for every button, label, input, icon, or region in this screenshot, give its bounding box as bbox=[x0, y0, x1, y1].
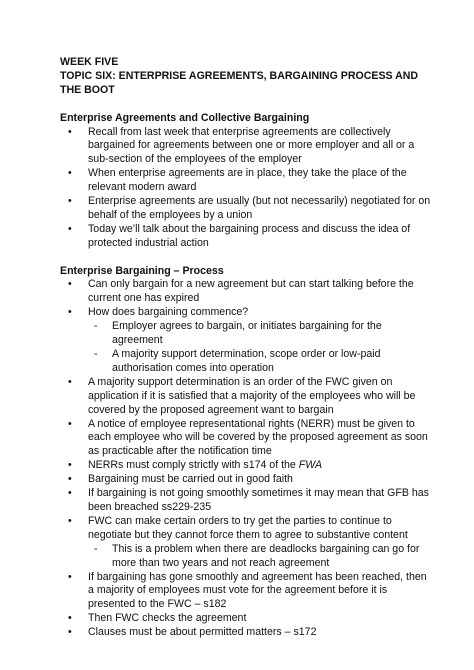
sub-list-item: - A majority support determination, scope order or low-paid authorisation comes into operation bbox=[60, 348, 434, 376]
list-item: • A notice of employee representational rights (NERR) must be given to each employee who will be covered by the proposed agreement as soon as practicable after the notification time bbox=[60, 418, 434, 460]
list-item: • If bargaining has gone smoothly and agreement has been reached, then a majority of employees must vote for the agreement before it is presented to the FWC – s182 bbox=[60, 571, 434, 613]
list-item: • Then FWC checks the agreement bbox=[60, 612, 434, 626]
document-body bbox=[60, 56, 434, 640]
spacer bbox=[60, 251, 434, 265]
list-item: • Clauses must be about permitted matters – s172 bbox=[60, 626, 434, 640]
list-item bbox=[60, 459, 434, 473]
list-item-text: NERRs must comply strictly with s174 of the bbox=[88, 459, 299, 472]
list-item: • Enterprise agreements are usually (but not necessarily) negotiated for on behalf of the employees by a union bbox=[60, 195, 434, 223]
agreements-bullet-list bbox=[60, 126, 434, 251]
list-item: • If bargaining is not going smoothly sometimes it may mean that GFB has been breached ss229-235 bbox=[60, 487, 434, 515]
section-heading-process: Enterprise Bargaining – Process bbox=[60, 264, 224, 277]
week-title: WEEK FIVE bbox=[60, 56, 119, 68]
sub-list-item: - Employer agrees to bargain, or initiates bargaining for the agreement bbox=[60, 320, 434, 348]
sub-list-item: - This is a problem when there are deadlocks bargaining can go for more than two years and not reach agreement bbox=[60, 543, 434, 571]
list-item: • Bargaining must be carried out in good faith bbox=[60, 473, 434, 487]
list-item: • How does bargaining commence? bbox=[60, 306, 434, 320]
list-item: • FWC can make certain orders to try get the parties to continue to negotiate but they cannot force them to agree to substantive content bbox=[60, 515, 434, 543]
list-item: • Recall from last week that enterprise agreements are collectively bargained for agreements between one or more employer and all or a sub-section of the employees of the employer bbox=[60, 126, 434, 168]
spacer bbox=[60, 98, 434, 112]
topic-title: TOPIC SIX: ENTERPRISE AGREEMENTS, BARGAINING PROCESS AND THE BOOT bbox=[60, 69, 419, 96]
process-bullet-list bbox=[60, 278, 434, 640]
list-item: • Today we’ll talk about the bargaining process and discuss the idea of protected industrial action bbox=[60, 223, 434, 251]
list-item: • Can only bargain for a new agreement but can start talking before the current one has expired bbox=[60, 278, 434, 306]
list-item: • When enterprise agreements are in place, they take the place of the relevant modern award bbox=[60, 167, 434, 195]
section-heading-agreements: Enterprise Agreements and Collective Bargaining bbox=[60, 111, 310, 124]
list-item: • A majority support determination is an order of the FWC given on application if it is satisfied that a majority of the employees who will be covered by the proposed agreement want to bargain bbox=[60, 376, 434, 418]
act-abbreviation: FWA bbox=[298, 459, 323, 472]
